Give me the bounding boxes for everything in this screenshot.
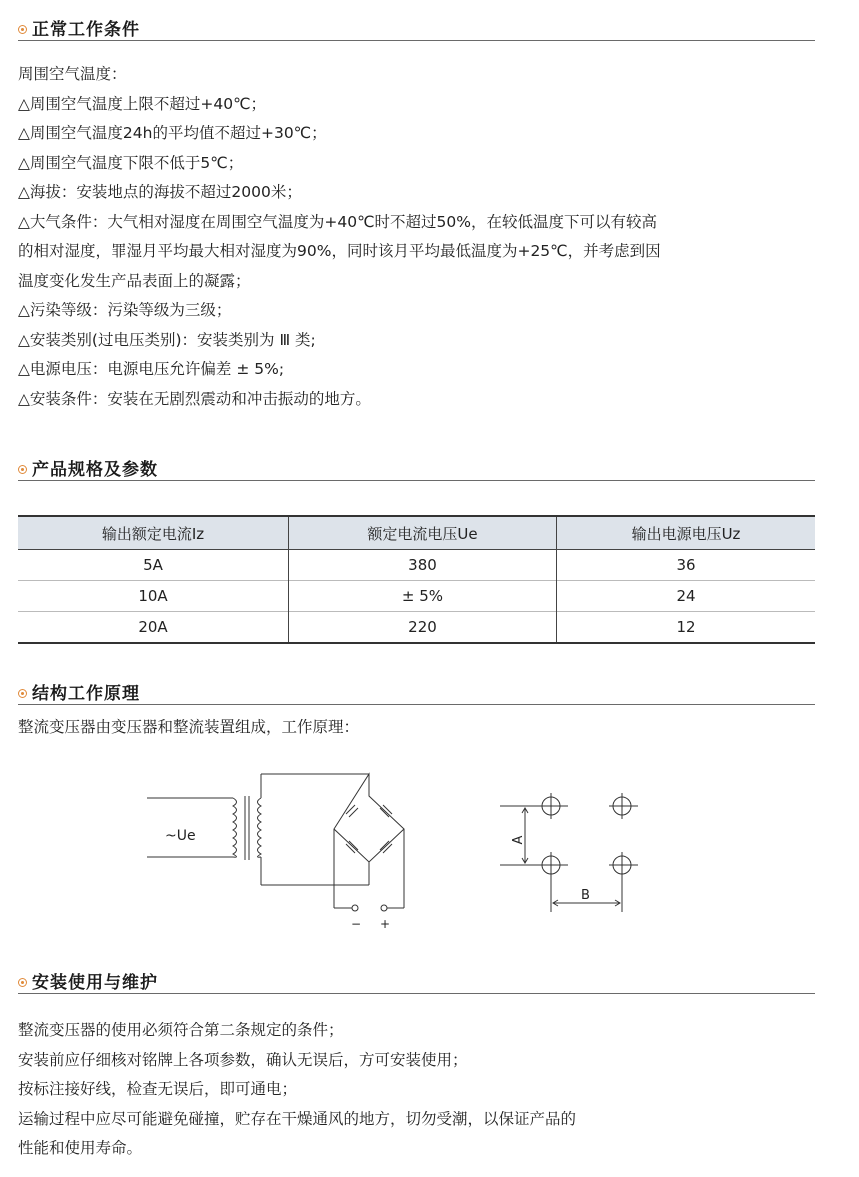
principle-intro: 整流变压器由变压器和整流装置组成，工作原理：: [18, 718, 360, 736]
section-title: 结构工作原理: [32, 684, 140, 704]
condition-line: △安装条件：安装在无剧烈震动和冲击振动的地方。: [18, 389, 371, 408]
maintenance-line: 运输过程中应尽可能避免碰撞，贮存在干燥通风的地方，切勿受潮，以保证产品的: [18, 1109, 577, 1128]
maintenance-line: 性能和使用寿命。: [18, 1139, 143, 1157]
table-cell: 36: [557, 550, 816, 581]
table-cell: 380: [289, 550, 557, 581]
plus-label: +: [380, 917, 391, 931]
table-cell: 24: [557, 581, 816, 612]
spec-table: [18, 515, 815, 644]
section-title: 产品规格及参数: [32, 460, 158, 480]
bullet-icon: [18, 465, 27, 474]
condition-line: △安装类别(过电压类别)：安装类别为 Ⅲ 类;: [18, 330, 316, 349]
condition-line: △污染等级：污染等级为三级；: [18, 301, 232, 319]
table-row: [18, 550, 815, 581]
dimension-b-label: B: [581, 888, 590, 903]
section-header-conditions: [18, 18, 815, 41]
table-cell: 20A: [18, 612, 289, 644]
conditions-list: [18, 60, 828, 414]
table-header-cell: 输出电源电压Uz: [557, 516, 816, 550]
minus-label: −: [351, 917, 362, 931]
section-header-maintenance: [18, 971, 815, 994]
bullet-icon: [18, 689, 27, 698]
section-title: 正常工作条件: [32, 20, 140, 40]
condition-line: △周围空气温度下限不低于5℃；: [18, 153, 244, 172]
table-row: [18, 581, 815, 612]
circuit-diagram: [0, 760, 859, 940]
condition-line: △周围空气温度上限不超过+40℃；: [18, 94, 267, 113]
table-row: [18, 612, 815, 644]
table-header-cell: 输出额定电流Iz: [18, 516, 289, 550]
condition-line: 温度变化发生产品表面上的凝露；: [18, 271, 251, 290]
condition-line: 的相对湿度，罪湿月平均最大相对湿度为90%，同时该月平均最低温度为+25℃，并考虑到因: [18, 242, 661, 260]
table-cell: ± 5%: [289, 581, 557, 612]
maintenance-list: [18, 1016, 828, 1164]
table-cell: 220: [289, 612, 557, 644]
section-title: 安装使用与维护: [32, 973, 158, 993]
input-voltage-label: ~Ue: [165, 828, 196, 844]
maintenance-line: 按标注接好线，检查无误后，即可通电；: [18, 1080, 298, 1098]
table-header-cell: 额定电流电压Ue: [289, 516, 557, 550]
table-cell: 5A: [18, 550, 289, 581]
condition-line: △海拔：安装地点的海拔不超过2000米；: [18, 183, 302, 201]
condition-line: 周围空气温度：: [18, 65, 127, 83]
section-header-principle: [18, 682, 815, 705]
dimension-a-label: A: [511, 835, 526, 845]
bullet-icon: [18, 978, 27, 987]
principle-text: [18, 713, 828, 743]
table-cell: 10A: [18, 581, 289, 612]
table-header-row: [18, 516, 815, 550]
rectifier-bridge: [334, 774, 404, 911]
maintenance-line: 整流变压器的使用必须符合第二条规定的条件；: [18, 1021, 344, 1039]
maintenance-line: 安装前应仔细核对铭牌上各项参数，确认无误后，方可安装使用；: [18, 1050, 468, 1069]
bullet-icon: [18, 25, 27, 34]
condition-line: △电源电压：电源电压允许偏差 ± 5%;: [18, 360, 285, 378]
mounting-hole-diagram: [500, 793, 638, 912]
section-header-specs: [18, 458, 815, 481]
condition-line: △周围空气温度24h的平均值不超过+30℃；: [18, 124, 327, 142]
condition-line: △大气条件：大气相对湿度在周围空气温度为+40℃时不超过50%，在较低温度下可以有较高: [18, 212, 657, 231]
table-cell: 12: [557, 612, 816, 644]
